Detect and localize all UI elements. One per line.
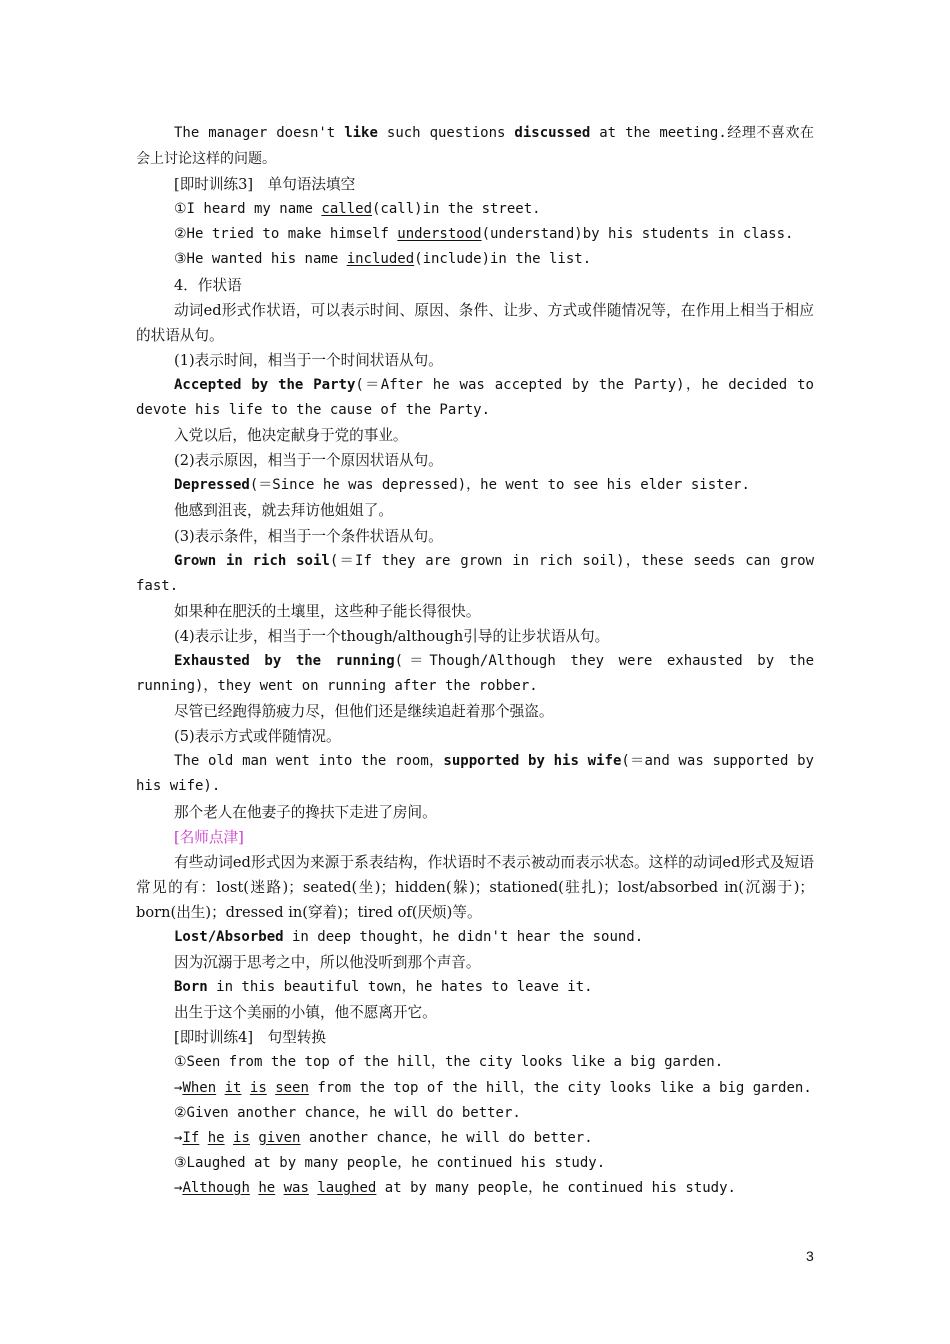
tip-example-1-translation: 因为沉溺于思考之中，所以他没听到那个声音。	[174, 954, 481, 972]
exercise-4-heading: [即时训练4] 句型转换	[174, 1029, 327, 1047]
exercise-4-item-2: ②Given another chance，he will do better.	[174, 1104, 521, 1121]
subsection-condition: (3)表示条件，相当于一个条件状语从句。	[174, 527, 443, 545]
example-condition: Grown in rich soil(＝If they are grown in rich soil)，these seeds can grow fast.	[136, 552, 814, 594]
subsection-concession: (4)表示让步，相当于一个though/although引导的让步状语从句。	[174, 627, 610, 645]
exercise-3-item-1: ①I heard my name called(call)in the street.	[174, 201, 541, 218]
example-concession-translation: 尽管已经跑得筋疲力尽，但他们还是继续追赶着那个强盗。	[174, 703, 554, 721]
example-manner: The old man went into the room，supported by his wife(＝and was supported by his wife).	[136, 753, 814, 795]
tip-example-2: Born in this beautiful town，he hates to leave it.	[174, 979, 593, 996]
page-number: 3	[806, 1248, 814, 1264]
teacher-tip-body: 有些动词ed形式因为来源于系表结构，作状语时不表示被动而表示状态。这样的动词ed形式及短语常见的有：lost(迷路)；seated(坐)；hidden(躲)；stationed(驻扎)；lost/absorbed in(沉溺于)；born(出生)；dressed in(穿着)；tired of(厌烦)等。	[136, 853, 814, 921]
example-condition-translation: 如果种在肥沃的土壤里，这些种子能长得很快。	[174, 602, 481, 620]
document-body	[136, 120, 814, 1201]
exercise-4-item-3: ③Laughed at by many people，he continued his study.	[174, 1154, 606, 1171]
tip-example-2-translation: 出生于这个美丽的小镇，他不愿离开它。	[174, 1004, 437, 1022]
example-reason-translation: 他感到沮丧，就去拜访他姐姐了。	[174, 502, 393, 520]
teacher-tip-title: [名师点津]	[174, 828, 244, 846]
example-time-translation: 入党以后，他决定献身于党的事业。	[174, 427, 408, 445]
example-reason: Depressed(＝Since he was depressed)，he went to see his elder sister.	[174, 477, 750, 494]
subsection-time: (1)表示时间，相当于一个时间状语从句。	[174, 351, 443, 369]
paragraph-example-like: The manager doesn't like such questions discussed at the meeting.经理不喜欢在会上讨论这样的问题。	[136, 125, 814, 168]
subsection-reason: (2)表示原因，相当于一个原因状语从句。	[174, 452, 443, 470]
example-manner-translation: 那个老人在他妻子的搀扶下走进了房间。	[174, 803, 437, 821]
exercise-3-item-2: ②He tried to make himself understood(understand)by his students in class.	[174, 226, 794, 243]
tip-example-1: Lost/Absorbed in deep thought，he didn't hear the sound.	[174, 929, 644, 945]
exercise-3-heading: [即时训练3] 单句语法填空	[174, 176, 356, 194]
section-heading-4: 4．作状语	[174, 276, 242, 294]
example-time: Accepted by the Party(＝After he was accepted by the Party)，he decided to devote his life to the cause of the Party.	[136, 376, 814, 419]
exercise-4-answer-1: →When it is seen from the top of the hill，the city looks like a big garden.	[174, 1079, 812, 1096]
exercise-4-item-1: ①Seen from the top of the hill，the city looks like a big garden.	[174, 1054, 724, 1071]
section-intro: 动词ed形式作状语，可以表示时间、原因、条件、让步、方式或伴随情况等，在作用上相当于相应的状语从句。	[136, 301, 814, 344]
exercise-4-answer-2: →If he is given another chance，he will do better.	[174, 1129, 593, 1146]
example-concession: Exhausted by the running(＝Though/Although they were exhausted by the running)，they went on running after the robber.	[136, 652, 814, 695]
exercise-3-item-3: ③He wanted his name included(include)in the list.	[174, 251, 592, 268]
exercise-4-answer-3: →Although he was laughed at by many people，he continued his study.	[174, 1179, 736, 1196]
subsection-manner: (5)表示方式或伴随情况。	[174, 728, 341, 746]
